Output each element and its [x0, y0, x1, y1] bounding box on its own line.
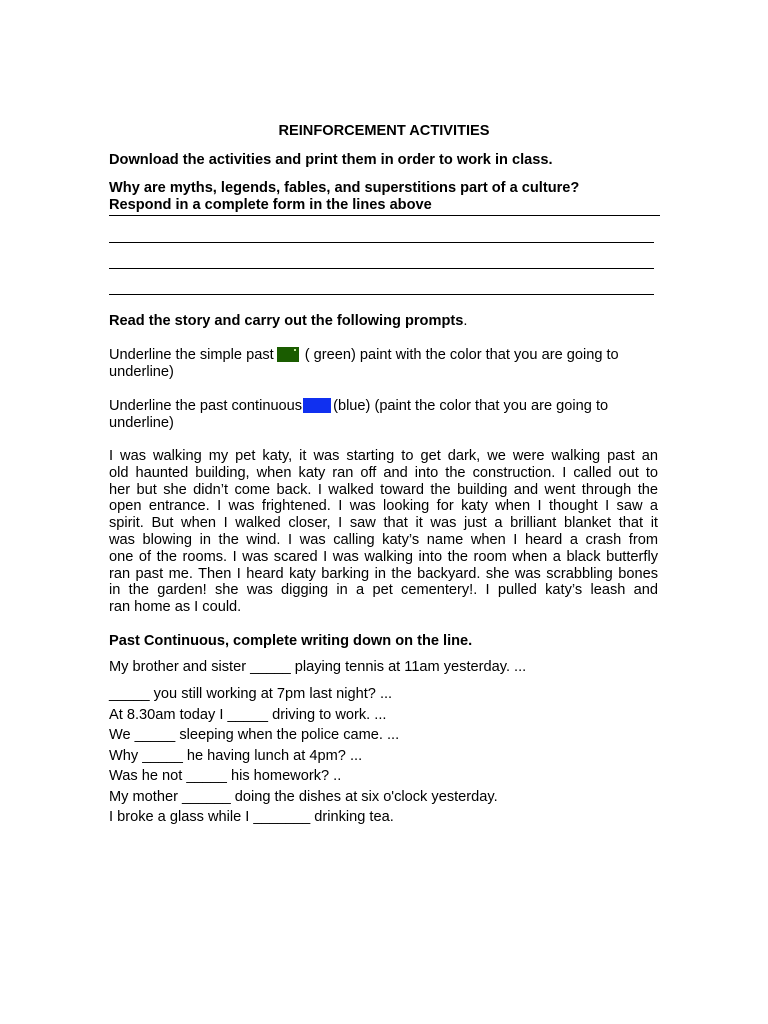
- past-continuous-color-note: (blue) (paint the color that you are going to: [333, 398, 609, 414]
- exercise-item: My mother ______ doing the dishes at six o'clock yesterday.: [109, 788, 498, 805]
- answer-line-2: [109, 268, 654, 269]
- exercise-item: I broke a glass while I _______ drinking tea.: [109, 809, 394, 825]
- simple-past-instruction-cont: underline): [109, 364, 174, 380]
- story-line: spirit. But when I walked closer, I saw that it was just a brilliant blanket that it: [109, 515, 658, 532]
- exercise-item: Was he not _____ his homework? ..: [109, 768, 342, 784]
- exercise-item: My brother and sister _____ playing tennis at 11am yesterday. ...: [109, 659, 527, 675]
- exercise-item: Why _____ he having lunch at 4pm? ...: [109, 747, 363, 764]
- read-story-prompt: [109, 313, 467, 330]
- simple-past-label: Underline the simple past: [109, 347, 274, 363]
- story-paragraph: [109, 448, 658, 616]
- answer-line-3: [109, 294, 654, 295]
- story-line: one of the rooms. I was scared I was walking into the room when a black butterfly: [109, 548, 658, 565]
- read-story-text: Read the story and carry out the following prompts: [109, 313, 464, 329]
- story-line: ran past me. Then I heard katy barking in the backyard. she was scrabbling bones: [109, 565, 658, 582]
- respond-instruction: Respond in a complete form in the lines above: [109, 197, 432, 213]
- simple-past-color-note: ( green) paint with the color that you are going to: [300, 347, 619, 363]
- simple-past-instruction: [109, 347, 619, 364]
- blue-color-swatch: [303, 398, 331, 413]
- answer-line-1: [109, 242, 654, 243]
- culture-question: Why are myths, legends, fables, and superstitions part of a culture?: [109, 180, 580, 196]
- past-continuous-label: Underline the past continuous: [109, 398, 303, 414]
- story-line: I was walking my pet katy, it was starting to get dark, we were walking past an: [109, 448, 658, 464]
- page-title: REINFORCEMENT ACTIVITIES: [278, 123, 490, 139]
- exercise-item: At 8.30am today I _____ driving to work. ...: [109, 706, 387, 723]
- question-underline: [109, 215, 660, 216]
- story-line: open entrance. I was frightened. I was looking for katy when I thought I saw a: [109, 498, 658, 515]
- past-continuous-heading: Past Continuous, complete writing down on the line.: [109, 633, 473, 649]
- green-color-swatch: [277, 347, 299, 362]
- story-line: ran home as I could.: [109, 599, 242, 616]
- past-continuous-instruction-cont: underline): [109, 415, 174, 431]
- story-line: was blowing in the wind. I was calling katy’s name when I heard a crash from: [109, 531, 658, 548]
- download-instruction: Download the activities and print them in order to work in class.: [109, 152, 553, 168]
- exercise-item: We _____ sleeping when the police came. ...: [109, 727, 400, 743]
- story-line: old haunted building, when katy ran off and into the construction. I called out to: [109, 464, 658, 481]
- story-line: in the garden! she was digging in a pet cementery!. I pulled katy’s leash and: [109, 582, 658, 599]
- exercise-list: [109, 686, 498, 830]
- past-continuous-instruction: [109, 398, 608, 415]
- story-line: her but she didn’t come back. I walked toward the building and went through the: [109, 481, 658, 498]
- exercise-item: _____ you still working at 7pm last night? ...: [109, 686, 393, 702]
- read-story-period: .: [463, 313, 468, 329]
